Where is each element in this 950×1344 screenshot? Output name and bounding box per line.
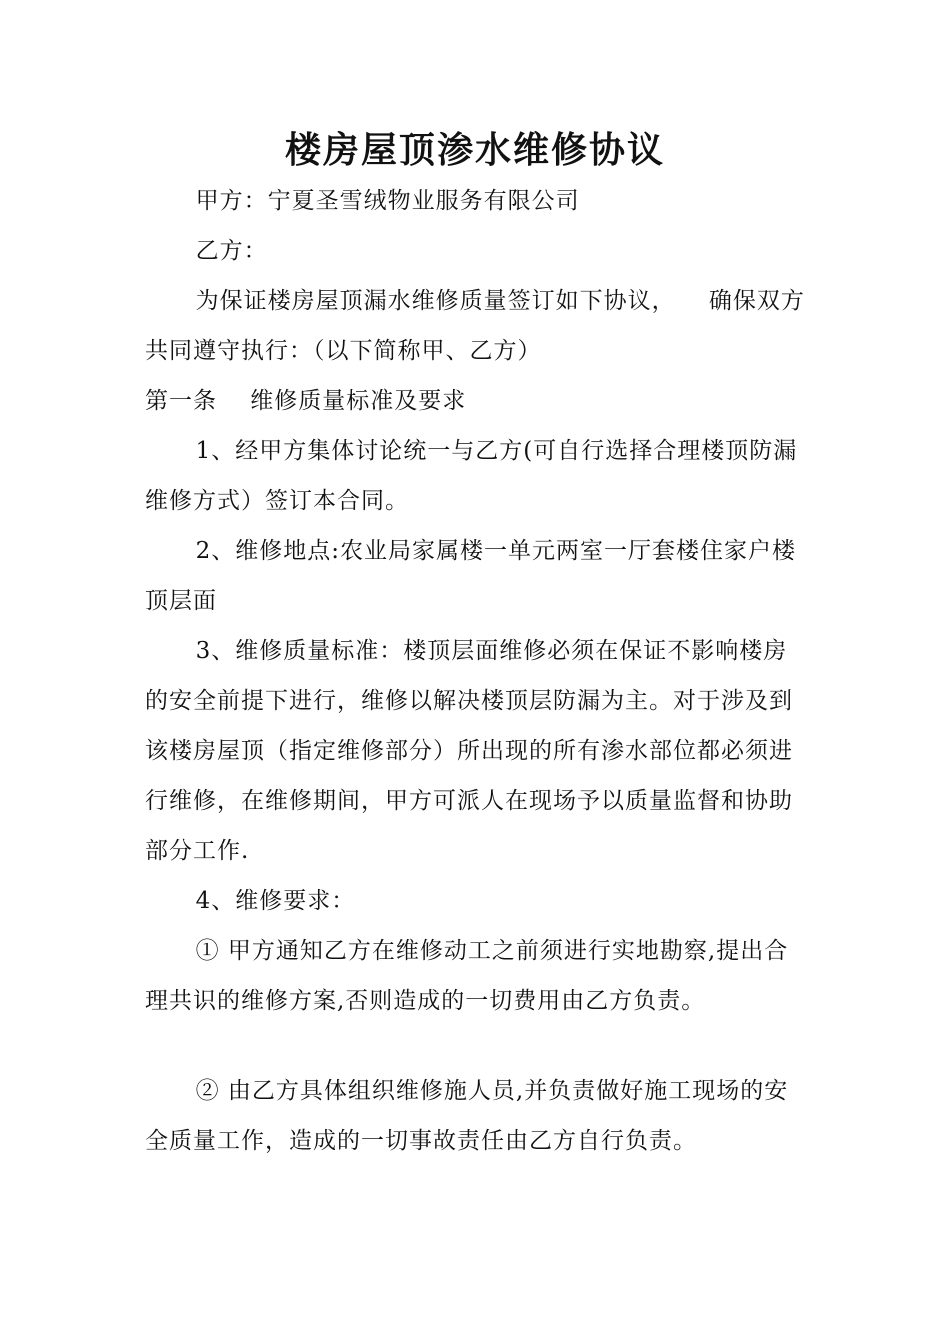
paragraph-spacer [145,1026,805,1066]
requirement-2-paragraph: ② 由乙方具体组织维修施人员,并负责做好施工现场的安全质量工作，造成的一切事故责任由乙方自行负责。 [145,1078,789,1154]
item-4-paragraph: 4、维修要求： [195,888,356,914]
item-1-paragraph: 1、经甲方集体讨论统一与乙方(可自行选择合理楼顶防漏维修方式）签订本合同。 [145,438,798,514]
document-body [145,176,805,1166]
item-2-paragraph: 2、维修地点:农业局家属楼一单元两室一厅套楼住家户楼顶层面 [145,538,796,614]
party-b-line: 乙方： [195,238,268,264]
intro-paragraph: 为保证楼房屋顶漏水维修质量签订如下协议， 确保双方共同遵守执行：（以下简称甲、乙方） [145,288,805,364]
document-title: 楼房屋顶渗水维修协议 [284,129,665,171]
requirement-1-paragraph: ① 甲方通知乙方在维修动工之前须进行实地勘察,提出合理共识的维修方案,否则造成的一切费用由乙方负责。 [145,938,789,1014]
party-a-line: 甲方：宁夏圣雪绒物业服务有限公司 [195,188,580,214]
item-3-paragraph: 3、维修质量标准：楼顶层面维修必须在保证不影响楼房的安全前提下进行，维修以解决楼顶层防漏为主。对于涉及到该楼房屋顶（指定维修部分）所出现的所有渗水部位都必须进行维修，在维修期间，甲方可派人在现场予以质量监督和协助部分工作. [145,638,793,864]
article-1-heading: 第一条 维修质量标准及要求 [145,388,467,414]
